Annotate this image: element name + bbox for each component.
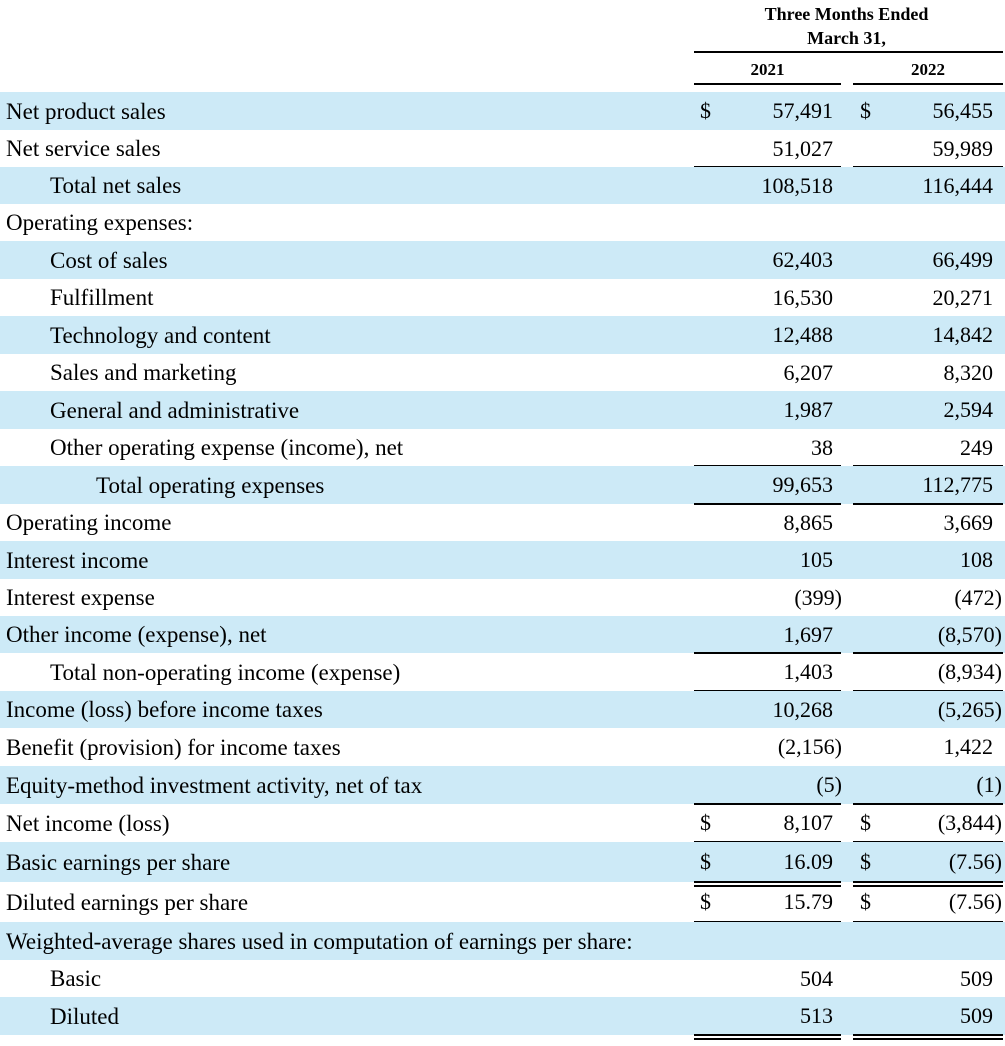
value-2022: 66,499	[932, 247, 993, 272]
row-net-service-sales	[0, 130, 1005, 167]
value-2021: 513	[800, 1003, 833, 1028]
period-header-line1: Three Months Ended	[764, 4, 929, 24]
value-2022: 20,271	[932, 284, 993, 310]
value-2021: 62,403	[772, 247, 833, 272]
row-label: Total net sales	[50, 173, 182, 198]
row-equity-method-investment-activity-net-of-tax	[0, 766, 1005, 804]
value-2022: 1,422	[943, 734, 993, 759]
row-label: Net income (loss)	[6, 810, 170, 836]
year-2022-rule	[853, 83, 1003, 85]
row-net-product-sales	[0, 92, 1005, 130]
row-interest-expense	[0, 579, 1005, 616]
row-label: Net service sales	[6, 136, 161, 161]
row-label: Total operating expenses	[96, 472, 325, 498]
value-2021: 99,653	[772, 472, 833, 497]
row-label: Technology and content	[50, 322, 271, 348]
value-2022: 2,594	[943, 397, 993, 422]
value-2021: 38	[811, 434, 833, 460]
value-2022: (7.56)	[948, 849, 1002, 874]
value-2021: 51,027	[772, 135, 833, 161]
year-2021-rule	[694, 83, 841, 85]
value-2021: 8,865	[783, 509, 833, 535]
currency-symbol-2021: $	[700, 98, 711, 123]
row-label: Diluted	[50, 1003, 119, 1029]
value-2021: 16.09	[783, 849, 833, 874]
row-general-and-administrative	[0, 391, 1005, 429]
row-other-operating-expense-income-net	[0, 429, 1005, 466]
row-label: Operating expenses:	[6, 210, 194, 235]
row-label: General and administrative	[50, 397, 300, 423]
row-label: Benefit (provision) for income taxes	[6, 734, 341, 760]
year-2022-header: 2022	[911, 60, 945, 79]
row-total-net-sales	[0, 167, 1005, 204]
row-sales-and-marketing	[0, 354, 1005, 391]
row-other-income-expense-net	[0, 616, 1005, 653]
value-2021: 105	[800, 547, 833, 572]
row-net-income-loss	[0, 804, 1005, 842]
value-2021: 1,697	[783, 621, 833, 647]
row-label: Operating income	[6, 510, 172, 535]
row-fulfillment	[0, 279, 1005, 316]
row-label: Interest expense	[6, 585, 155, 610]
value-2022: (1)	[976, 772, 1002, 797]
currency-symbol-2021: $	[700, 889, 711, 914]
row-income-loss-before-income-taxes	[0, 691, 1005, 728]
year-2021-header: 2021	[750, 60, 785, 79]
period-header-line2: March 31,	[807, 28, 886, 48]
value-2022: 509	[960, 965, 993, 991]
row-benefit-provision-for-income-taxes	[0, 728, 1005, 766]
row-label: Net product sales	[6, 98, 166, 124]
value-2021: 12,488	[772, 322, 833, 347]
value-2021: (2,156)	[777, 734, 842, 759]
double-underline	[853, 1034, 1003, 1036]
row-basic-earnings-per-share	[0, 842, 1005, 882]
value-2022: 108	[960, 547, 993, 572]
currency-symbol-2022: $	[860, 810, 871, 835]
value-2022: 8,320	[943, 359, 993, 385]
value-2022: 249	[960, 434, 993, 460]
value-2022: (8,570)	[937, 621, 1002, 647]
value-2021: 6,207	[783, 359, 833, 385]
row-label: Equity-method investment activity, net of tax	[6, 772, 423, 798]
row-interest-income	[0, 541, 1005, 579]
value-2022: 112,775	[922, 472, 993, 497]
value-2021: 57,491	[772, 98, 833, 123]
row-diluted	[0, 997, 1005, 1035]
value-2021: (5)	[816, 772, 842, 797]
value-2021: 8,107	[783, 810, 833, 835]
value-2022: 509	[960, 1003, 993, 1028]
row-label: Interest income	[6, 547, 149, 573]
currency-symbol-2022: $	[860, 889, 871, 914]
row-label: Weighted-average shares used in computation of earnings per share:	[6, 928, 633, 954]
value-2021: 1,403	[783, 659, 833, 684]
value-2022: 14,842	[932, 322, 993, 347]
double-underline	[694, 1038, 841, 1040]
currency-symbol-2022: $	[860, 98, 871, 123]
value-2022: 56,455	[932, 98, 993, 123]
row-total-non-operating-income-expense	[0, 653, 1005, 691]
row-operating-income	[0, 504, 1005, 541]
value-2021: (399)	[794, 584, 842, 610]
row-label: Basic	[50, 966, 102, 991]
row-cost-of-sales	[0, 241, 1005, 279]
row-label: Cost of sales	[50, 247, 168, 273]
row-operating-expenses	[0, 204, 1005, 241]
row-label: Other operating expense (income), net	[50, 435, 404, 460]
row-total-operating-expenses	[0, 466, 1005, 504]
row-label: Total non-operating income (expense)	[50, 659, 401, 685]
row-basic	[0, 960, 1005, 997]
row-weighted-average-shares-used-in-computation-of-earnings-per-share	[0, 922, 1005, 960]
row-label: Basic earnings per share	[6, 849, 231, 875]
row-label: Diluted earnings per share	[6, 889, 249, 915]
value-2022: (3,844)	[937, 810, 1002, 835]
row-label: Fulfillment	[50, 285, 154, 310]
value-2021: 10,268	[772, 696, 833, 722]
value-2021: 16,530	[772, 284, 833, 310]
value-2022: 59,989	[932, 135, 993, 161]
value-2022: (7.56)	[948, 889, 1002, 914]
period-header-rule	[694, 51, 1003, 53]
row-label: Other income (expense), net	[6, 622, 267, 647]
currency-symbol-2022: $	[860, 849, 871, 874]
value-2022: 3,669	[943, 509, 993, 535]
row-technology-and-content	[0, 316, 1005, 354]
currency-symbol-2021: $	[700, 810, 711, 835]
value-2021: 504	[800, 965, 833, 991]
double-underline	[694, 1034, 841, 1036]
value-2022: (5,265)	[937, 696, 1002, 722]
double-underline	[853, 1038, 1003, 1040]
value-2021: 15.79	[783, 889, 833, 914]
value-2022: 116,444	[922, 172, 993, 198]
row-label: Sales and marketing	[50, 360, 237, 385]
value-2021: 108,518	[761, 172, 833, 198]
row-diluted-earnings-per-share	[0, 882, 1005, 922]
value-2021: 1,987	[783, 397, 833, 422]
row-label: Income (loss) before income taxes	[6, 697, 323, 722]
value-2022: (8,934)	[937, 659, 1002, 684]
value-2022: (472)	[954, 584, 1002, 610]
currency-symbol-2021: $	[700, 849, 711, 874]
